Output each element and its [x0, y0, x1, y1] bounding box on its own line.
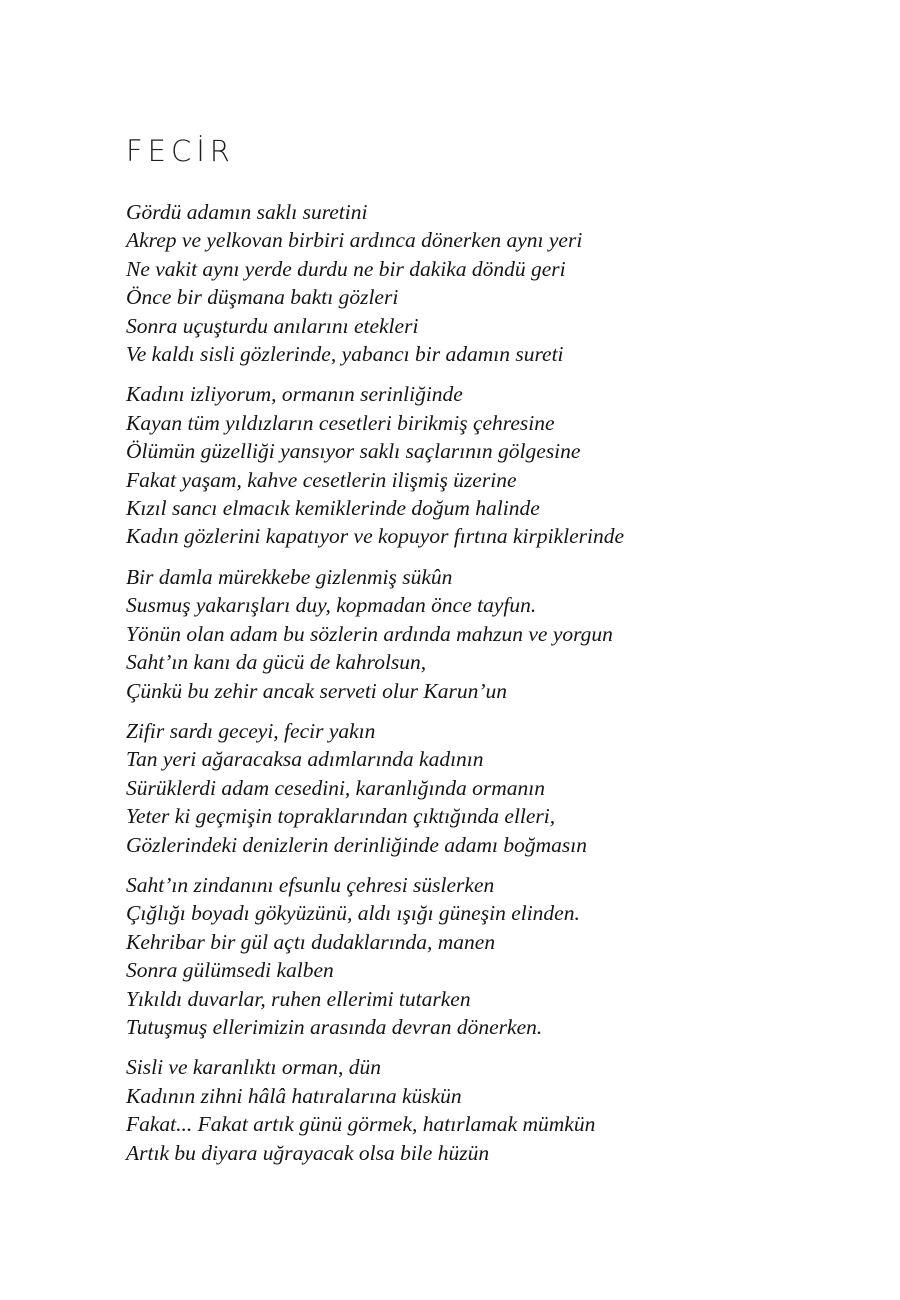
poem-line: Kadını izliyorum, ormanın serinliğinde [126, 382, 463, 407]
poem-line: Sonra uçuşturdu anılarını etekleri [126, 313, 419, 338]
stanza-3 [126, 563, 846, 705]
poem-line: Kadının zihni hâlâ hatıralarına küskün [126, 1083, 462, 1108]
poem-title: FECİR [126, 134, 235, 168]
poem-line: Gözlerindeki denizlerin derinliğinde adamı boğmasın [126, 832, 588, 857]
poem-line: Fakat... Fakat artık günü görmek, hatırlamak mümkün [126, 1112, 596, 1137]
poem-line: Kadın gözlerini kapatıyor ve kopuyor fırtına kirpiklerinde [126, 524, 625, 549]
poem-line: Susmuş yakarışları duy, kopmadan önce tayfun. [126, 593, 537, 618]
poem-line: Zifir sardı geceyi, fecir yakın [126, 718, 376, 743]
poem-line: Kızıl sancı elmacık kemiklerinde doğum halinde [126, 496, 540, 521]
poem-line: Fakat yaşam, kahve cesetlerin ilişmiş üzerine [126, 467, 517, 492]
poem-line: Sisli ve karanlıktı orman, dün [126, 1055, 381, 1080]
poem-line: Çünkü bu zehir ancak serveti olur Karun’un [126, 678, 507, 703]
poem-line: Saht’ın zindanını efsunlu çehresi süslerken [126, 872, 495, 897]
stanza-2 [126, 380, 846, 550]
poem-line: Kayan tüm yıldızların cesetleri birikmiş çehresine [126, 410, 555, 435]
poem-page [126, 134, 846, 1179]
poem-line: Kehribar bir gül açtı dudaklarında, manen [126, 929, 496, 954]
poem-line: Ve kaldı sisli gözlerinde, yabancı bir adamın sureti [126, 342, 564, 367]
poem-line: Artık bu diyara uğrayacak olsa bile hüzün [126, 1140, 490, 1165]
poem-line: Akrep ve yelkovan birbiri ardınca dönerken aynı yeri [126, 228, 583, 253]
poem-line: Yeter ki geçmişin topraklarından çıktığında elleri, [126, 804, 556, 829]
poem-line: Tutuşmuş ellerimizin arasında devran dönerken. [126, 1014, 543, 1039]
poem-line: Çığlığı boyadı gökyüzünü, aldı ışığı güneşin elinden. [126, 901, 580, 926]
poem-line: Tan yeri ağaracaksa adımlarında kadının [126, 747, 484, 772]
poem-line: Ne vakit aynı yerde durdu ne bir dakika döndü geri [126, 256, 566, 281]
poem-line: Sürüklerdi adam cesedini, karanlığında ormanın [126, 775, 546, 800]
stanza-6 [126, 1053, 846, 1167]
poem-line: Gördü adamın saklı suretini [126, 200, 368, 224]
stanza-1 [126, 198, 846, 368]
poem-line: Önce bir düşmana baktı gözleri [126, 285, 399, 310]
poem-line: Bir damla mürekkebe gizlenmiş sükûn [126, 564, 453, 589]
poem-line: Yönün olan adam bu sözlerin ardında mahzun ve yorgun [126, 621, 613, 646]
poem-line: Ölümün güzelliği yansıyor saklı saçlarının gölgesine [126, 439, 581, 464]
stanza-5 [126, 871, 846, 1041]
stanza-4 [126, 717, 846, 859]
poem-line: Yıkıldı duvarlar, ruhen ellerimi tutarken [126, 986, 471, 1011]
poem-line: Sonra gülümsedi kalben [126, 958, 334, 983]
poem-line: Saht’ın kanı da gücü de kahrolsun, [126, 650, 427, 675]
